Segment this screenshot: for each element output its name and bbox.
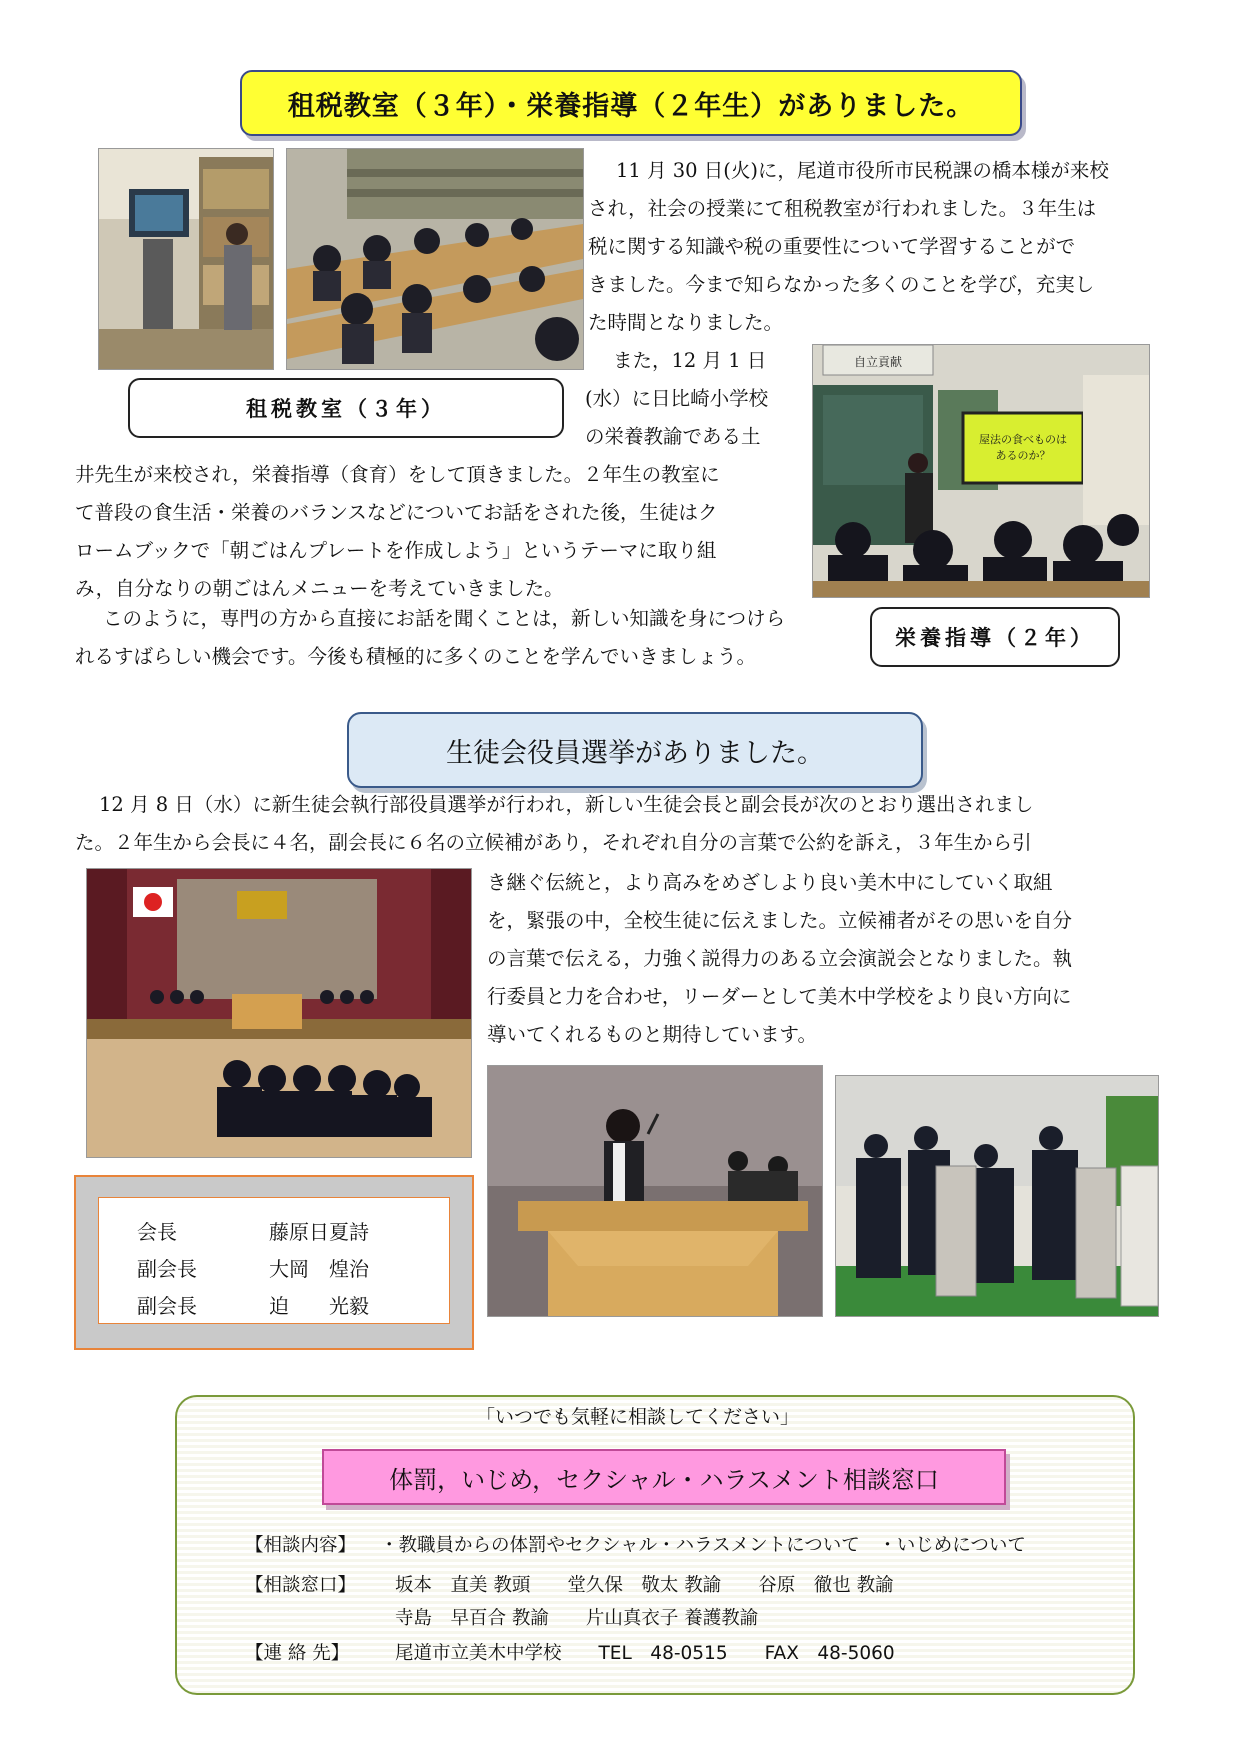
- photo-tax-class-students: [286, 148, 584, 370]
- officers-box: [74, 1175, 474, 1350]
- caption-tax-class: 租税教室（３年）: [128, 378, 564, 438]
- text-line: このように，専門の方から直接にお話を聞くことは，新しい知識を身につけら: [103, 607, 786, 630]
- officers-box-inner: [98, 1197, 450, 1324]
- paragraph-nutrition-full: [75, 456, 805, 608]
- photo-tax-class-teacher: [98, 148, 274, 370]
- paragraph-tax-class: [588, 152, 1168, 342]
- text-line: され，社会の授業にて租税教室が行われました。３年生は: [588, 197, 1097, 220]
- paragraph-election-body: [487, 864, 1187, 1054]
- photo-election-gym: [86, 868, 472, 1158]
- text-line: 税に関する知識や税の重要性について学習することがで: [588, 235, 1076, 258]
- text-line: を，緊張の中，全校生徒に伝えました。立候補者がその思いを自分: [487, 909, 1073, 932]
- photo-election-speech: [487, 1065, 823, 1317]
- consultation-quote: 「いつでも気軽に相談してください」: [476, 1406, 800, 1428]
- svg-text:屋法の食べものは: 屋法の食べものは: [979, 433, 1067, 446]
- text-line: み，自分なりの朝ごはんメニューを考えていきました。: [75, 577, 564, 600]
- consult-contact-value: 尾道市立美木中学校 TEL 48-0515 FAX 48-5060: [395, 1643, 895, 1664]
- text-line: れるすばらしい機会です。今後も積極的に多くのことを学んでいきましょう。: [75, 645, 756, 668]
- text-line: 導いてくれるものと期待しています。: [487, 1023, 817, 1046]
- text-line: (水）に日比崎小学校: [585, 387, 769, 410]
- section-tax-nutrition-heading: 租税教室（３年）・栄養指導（２年生）がありました。: [240, 70, 1022, 136]
- caption-nutrition: 栄養指導（２年）: [870, 607, 1120, 667]
- officer-name: 藤原日夏詩: [269, 1220, 369, 1244]
- consult-contact-label: 【連 絡 先】: [245, 1643, 350, 1664]
- text-line: ロームブックで「朝ごはんプレートを作成しよう」というテーマに取り組: [75, 539, 717, 562]
- consult-content-label: 【相談内容】: [245, 1535, 357, 1556]
- svg-text:あるのか？: あるのか？: [995, 449, 1051, 462]
- consultation-title: 体罰，いじめ，セクシャル・ハラスメント相談窓口: [322, 1449, 1006, 1505]
- text-line: 12 月 8 日（水）に新生徒会執行部役員選挙が行われ，新しい生徒会長と副会長が次のとおり選出されまし: [99, 793, 1034, 816]
- text-line: 井先生が来校され，栄養指導（食育）をして頂きました。２年生の教室に: [75, 463, 720, 486]
- consult-window-label: 【相談窓口】: [245, 1575, 357, 1596]
- paragraph-election-intro: [75, 786, 1175, 862]
- paragraph-conclusion: [75, 600, 865, 676]
- text-line: の栄養教諭である土: [585, 425, 761, 448]
- text-line: また，12 月 1 日: [613, 349, 767, 372]
- text-line: 11 月 30 日(火)に，尾道市役所市民税課の橋本様が来校: [616, 159, 1109, 182]
- section-election-heading: 生徒会役員選挙がありました。: [347, 712, 923, 788]
- officer-role: 副会長: [137, 1257, 197, 1281]
- officer-name: 迫 光毅: [269, 1294, 369, 1318]
- paragraph-nutrition-narrow: [585, 342, 805, 456]
- officer-row-president: [137, 1216, 369, 1245]
- officer-row-vice-president-1: [137, 1253, 369, 1282]
- photo-nutrition-class: [812, 344, 1150, 598]
- photo-election-voting: [835, 1075, 1159, 1317]
- consult-window-line2: 寺島 早百合 教諭 片山真衣子 養護教諭: [395, 1608, 759, 1629]
- text-line: た時間となりました。: [588, 311, 784, 334]
- board-sign-text: 自立貢献: [853, 355, 903, 369]
- consult-content-value: ・教職員からの体罰やセクシャル・ハラスメントについて ・いじめについて: [380, 1535, 1026, 1556]
- officer-role: 副会長: [137, 1294, 197, 1318]
- text-line: て普段の食生活・栄養のバランスなどについてお話をされた後，生徒はク: [75, 501, 718, 524]
- text-line: た。２年生から会長に４名，副会長に６名の立候補があり，それぞれ自分の言葉で公約を訴え，３年生から引: [75, 831, 1032, 854]
- officer-role: 会長: [137, 1220, 177, 1244]
- text-line: 行委員と力を合わせ，リーダーとして美木中学校をより良い方向に: [487, 985, 1072, 1008]
- text-line: き継ぐ伝統と，より高みをめざしより良い美木中にしていく取組: [487, 871, 1053, 894]
- officer-name: 大岡 煌治: [269, 1257, 369, 1281]
- officer-row-vice-president-2: [137, 1290, 369, 1319]
- text-line: の言葉で伝える，力強く説得力のある立会演説会となりました。執: [487, 947, 1073, 970]
- consult-window-line1: 坂本 直美 教頭 堂久保 敬太 教諭 谷原 徹也 教諭: [395, 1575, 894, 1596]
- text-line: きました。今まで知らなかった多くのことを学び，充実し: [588, 273, 1095, 296]
